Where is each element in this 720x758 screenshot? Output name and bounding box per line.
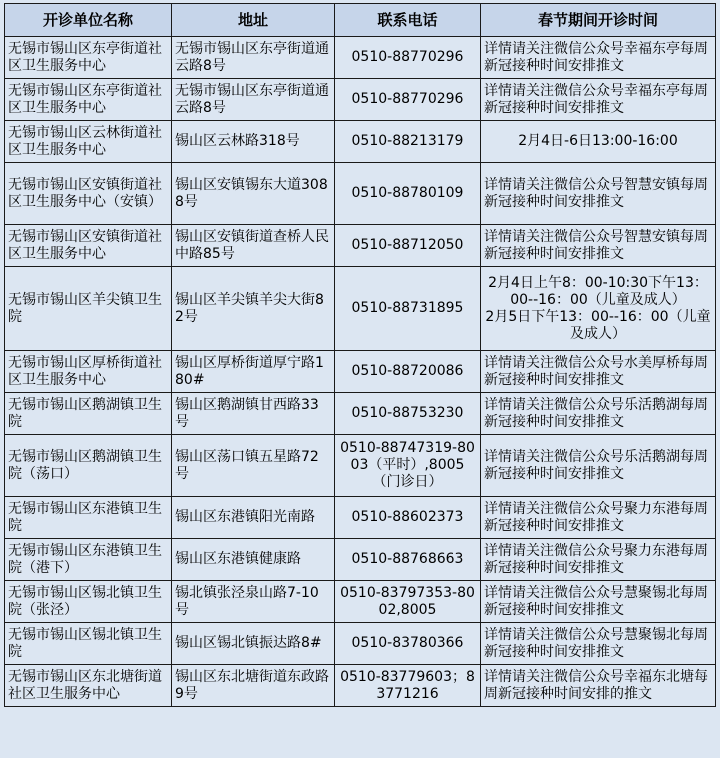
clinic-schedule-table xyxy=(4,3,716,707)
opening-time-cell: 详情请关注微信公众号幸福东亭每周新冠接种时间安排推文 xyxy=(481,37,716,79)
address-cell: 锡山区安镇锡东大道3088号 xyxy=(172,163,335,225)
table-row xyxy=(5,37,716,79)
phone-cell: 0510-88720086 xyxy=(335,351,481,393)
phone-cell: 0510-83779603；83771216 xyxy=(335,665,481,707)
opening-time-cell: 详情请关注微信公众号幸福东北塘每周新冠接种时间安排的推文 xyxy=(481,665,716,707)
phone-cell: 0510-88753230 xyxy=(335,393,481,435)
opening-time-cell: 详情请关注微信公众号水美厚桥每周新冠接种时间安排推文 xyxy=(481,351,716,393)
opening-time-cell: 详情请关注微信公众号智慧安镇每周新冠接种时间安排推文 xyxy=(481,163,716,225)
address-cell: 无锡市锡山区东亭街道通云路8号 xyxy=(172,79,335,121)
opening-time-cell: 详情请关注微信公众号乐活鹅湖每周新冠接种时间安排推文 xyxy=(481,393,716,435)
phone-cell: 0510-88602373 xyxy=(335,497,481,539)
address-cell: 锡山区云林路318号 xyxy=(172,121,335,163)
opening-time-cell xyxy=(481,267,716,351)
table-row xyxy=(5,121,716,163)
opening-time-cell: 详情请关注微信公众号幸福东亭每周新冠接种时间安排推文 xyxy=(481,79,716,121)
table-row xyxy=(5,665,716,707)
unit-name-cell: 无锡市锡山区云林街道社区卫生服务中心 xyxy=(5,121,172,163)
unit-name-cell: 无锡市锡山区羊尖镇卫生院 xyxy=(5,267,172,351)
phone-cell: 0510-88770296 xyxy=(335,37,481,79)
unit-name-cell: 无锡市锡山区安镇街道社区卫生服务中心（安镇） xyxy=(5,163,172,225)
unit-name-cell: 无锡市锡山区东港镇卫生院 xyxy=(5,497,172,539)
phone-cell: 0510-88213179 xyxy=(335,121,481,163)
phone-cell: 0510-88731895 xyxy=(335,267,481,351)
header-address: 地址 xyxy=(172,4,335,37)
address-cell: 锡山区锡北镇振达路8# xyxy=(172,623,335,665)
table-row xyxy=(5,435,716,497)
unit-name-cell: 无锡市锡山区锡北镇卫生院 xyxy=(5,623,172,665)
phone-cell: 0510-88780109 xyxy=(335,163,481,225)
table-row xyxy=(5,79,716,121)
header-opening-time: 春节期间开诊时间 xyxy=(481,4,716,37)
address-cell: 锡山区厚桥街道厚宁路180# xyxy=(172,351,335,393)
unit-name-cell: 无锡市锡山区东北塘街道社区卫生服务中心 xyxy=(5,665,172,707)
phone-cell: 0510-83780366 xyxy=(335,623,481,665)
address-cell: 锡山区安镇街道查桥人民中路85号 xyxy=(172,225,335,267)
opening-time-cell: 详情请关注微信公众号聚力东港每周新冠接种时间安排推文 xyxy=(481,539,716,581)
unit-name-cell: 无锡市锡山区东亭街道社区卫生服务中心 xyxy=(5,37,172,79)
unit-name-cell: 无锡市锡山区东港镇卫生院（港下） xyxy=(5,539,172,581)
opening-time-cell: 详情请关注微信公众号聚力东港每周新冠接种时间安排推文 xyxy=(481,497,716,539)
phone-cell: 0510-83797353-8002,8005 xyxy=(335,581,481,623)
address-cell: 锡山区东港镇阳光南路 xyxy=(172,497,335,539)
header-row xyxy=(5,4,716,37)
address-cell: 锡山区鹅湖镇甘西路33号 xyxy=(172,393,335,435)
address-cell: 锡山区荡口镇五星路72号 xyxy=(172,435,335,497)
table-row xyxy=(5,267,716,351)
header-phone: 联系电话 xyxy=(335,4,481,37)
table-row xyxy=(5,539,716,581)
phone-cell: 0510-88747319-8003（平时）,8005（门诊日） xyxy=(335,435,481,497)
table-row xyxy=(5,623,716,665)
table-row xyxy=(5,497,716,539)
table-row xyxy=(5,225,716,267)
table-row xyxy=(5,581,716,623)
phone-cell: 0510-88768663 xyxy=(335,539,481,581)
table-row xyxy=(5,393,716,435)
address-cell: 无锡市锡山区东亭街道通云路8号 xyxy=(172,37,335,79)
opening-time-cell: 详情请关注微信公众号智慧安镇每周新冠接种时间安排推文 xyxy=(481,225,716,267)
opening-time-cell: 2月4日-6日13:00-16:00 xyxy=(481,121,716,163)
unit-name-cell: 无锡市锡山区锡北镇卫生院（张泾） xyxy=(5,581,172,623)
opening-time-cell: 详情请关注微信公众号慧聚锡北每周新冠接种时间安排推文 xyxy=(481,623,716,665)
table-body xyxy=(5,37,716,707)
unit-name-cell: 无锡市锡山区鹅湖镇卫生院 xyxy=(5,393,172,435)
phone-cell: 0510-88770296 xyxy=(335,79,481,121)
address-cell: 锡北镇张泾泉山路7-10号 xyxy=(172,581,335,623)
address-cell: 锡山区东北塘街道东政路9号 xyxy=(172,665,335,707)
address-cell: 锡山区羊尖镇羊尖大街82号 xyxy=(172,267,335,351)
opening-time-cell: 详情请关注微信公众号慧聚锡北每周新冠接种时间安排推文 xyxy=(481,581,716,623)
opening-time-line: 2月4日上午8：00-10:30下午13：00--16：00（儿童及成人） xyxy=(488,274,708,308)
table-row xyxy=(5,163,716,225)
unit-name-cell: 无锡市锡山区东亭街道社区卫生服务中心 xyxy=(5,79,172,121)
opening-time-cell: 详情请关注微信公众号乐活鹅湖每周新冠接种时间安排推文 xyxy=(481,435,716,497)
table-row xyxy=(5,351,716,393)
unit-name-cell: 无锡市锡山区厚桥街道社区卫生服务中心 xyxy=(5,351,172,393)
header-unit-name: 开诊单位名称 xyxy=(5,4,172,37)
address-cell: 锡山区东港镇健康路 xyxy=(172,539,335,581)
unit-name-cell: 无锡市锡山区安镇街道社区卫生服务中心 xyxy=(5,225,172,267)
opening-time-line: 2月5日下午13：00--16：00（儿童及成人） xyxy=(485,308,711,342)
unit-name-cell: 无锡市锡山区鹅湖镇卫生院（荡口） xyxy=(5,435,172,497)
phone-cell: 0510-88712050 xyxy=(335,225,481,267)
